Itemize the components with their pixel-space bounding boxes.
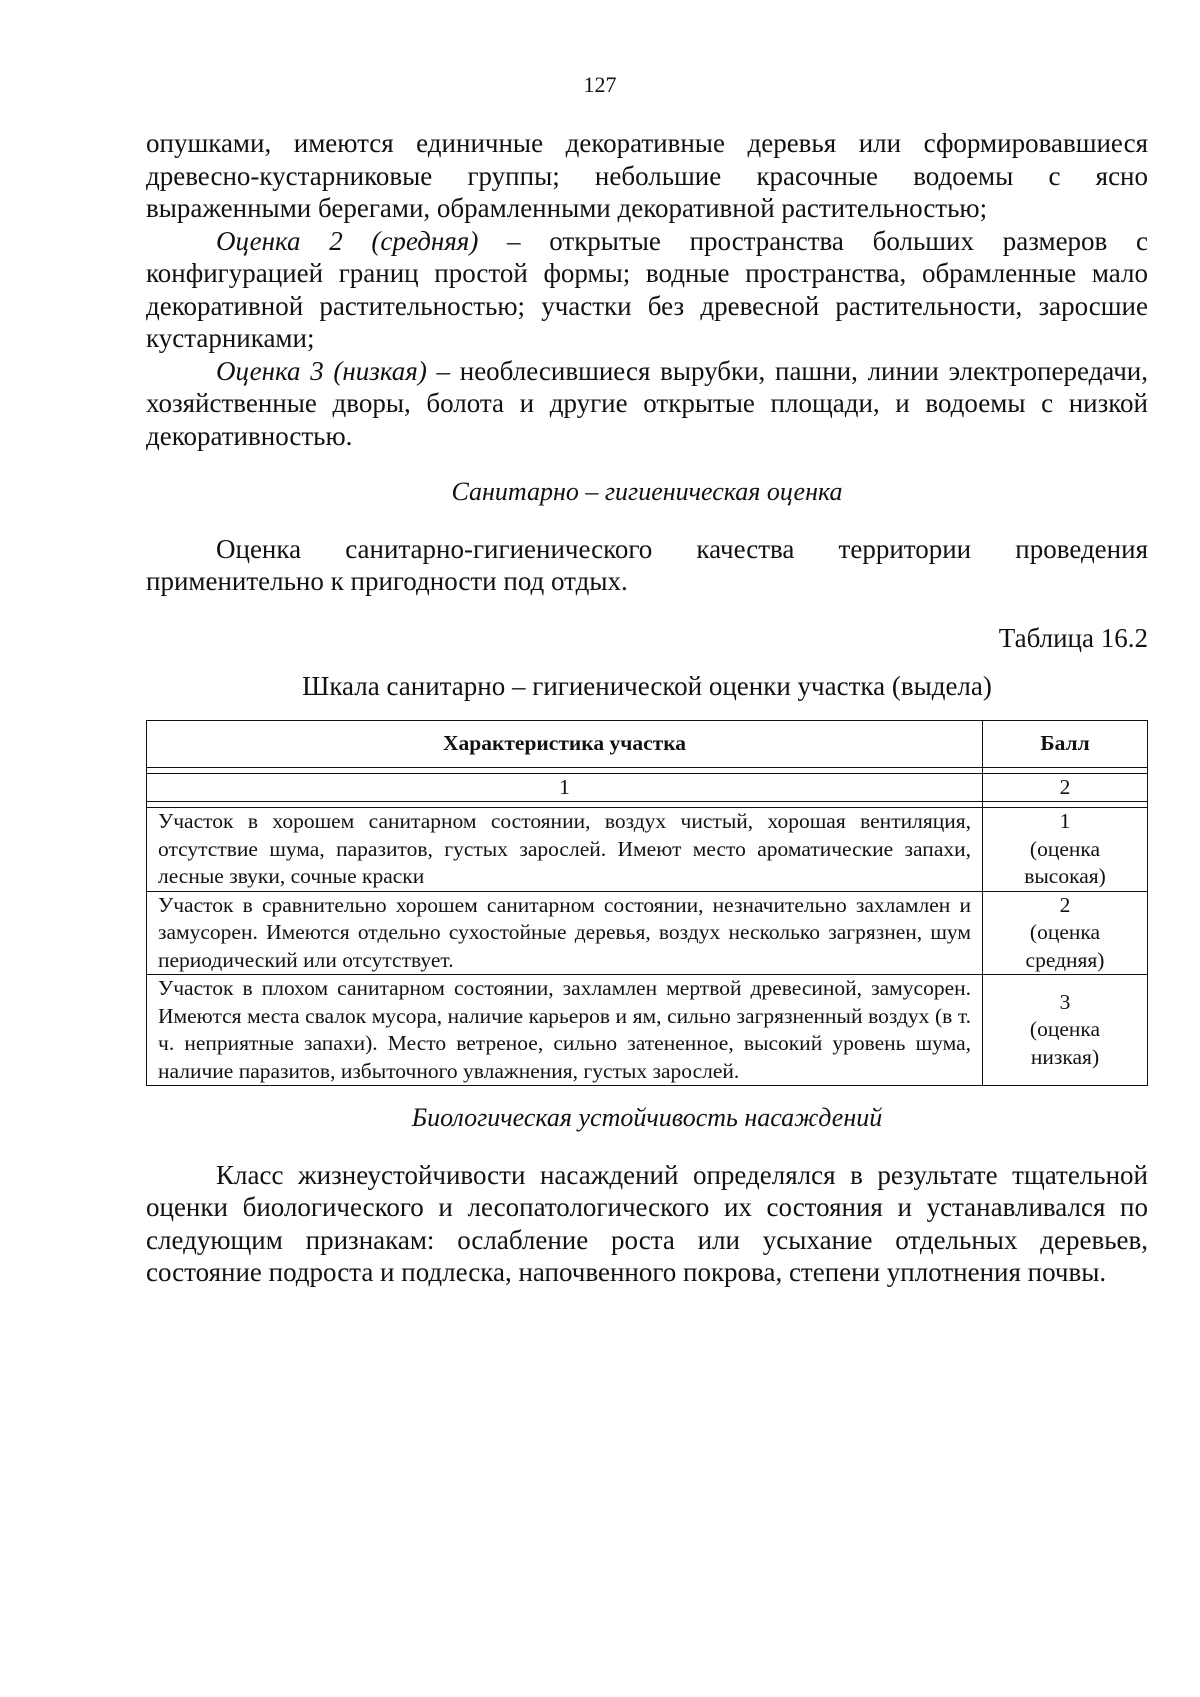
table-title: Шкала санитарно – гигиенической оценки участка (выдела) (302, 671, 992, 701)
sanitary-paragraph: Оценка санитарно-гигиенического качества территории проведения применительно к пригодности под отдых. (146, 533, 1148, 596)
column-number-1: 1 (147, 773, 983, 802)
header-score: Балл (983, 720, 1148, 767)
row-3-description: Участок в плохом санитарном состоянии, захламлен мертвой древесиной, замусорен. Имеются места свалок мусора, наличие карьеров и ям, сильно загрязненный воздух (в т. ч. неприятные запахи). Место ветреное, сильно затененное, высокий уровень шума, наличие паразитов, избыточного увлажнения, густых зарослей. (147, 975, 983, 1086)
row-3-score-cell (983, 975, 1148, 1086)
row-3-score: 3 (1059, 989, 1071, 1014)
rating-3-paragraph (146, 355, 1148, 453)
table-row (147, 975, 1148, 1086)
rating-2-paragraph (146, 225, 1148, 355)
column-number-2: 2 (983, 773, 1148, 802)
row-2-score-label: (оценка (1029, 920, 1101, 944)
row-1-score-grade: высокая) (1024, 864, 1106, 888)
sanitary-scale-table (146, 720, 1148, 1087)
row-2-description: Участок в сравнительно хорошем санитарном состоянии, незначительно захламлен и замусорен. Имеются отдельно сухостойные деревья, воздух несколько загрязнен, шум периодический или отсутствует. (147, 891, 983, 975)
row-3-score-label: (оценка (1029, 1017, 1101, 1042)
section-heading-sanitary: Санитарно – гигиеническая оценка (451, 477, 843, 506)
row-3-score-grade: низкая) (1030, 1044, 1100, 1069)
row-1-score-cell (983, 808, 1148, 892)
header-characteristic: Характеристика участка (147, 720, 983, 767)
page-number: 127 (583, 72, 617, 97)
row-1-score: 1 (1059, 809, 1071, 833)
table-row (147, 808, 1148, 892)
row-2-score: 2 (1059, 892, 1071, 917)
row-1-score-label: (оценка (1029, 836, 1101, 861)
row-1-description: Участок в хорошем санитарном состоянии, воздух чистый, хорошая вентиляция, отсутствие шума, паразитов, густых зарослей. Имеют место ароматические запахи, лесные звуки, сочные краски (147, 808, 983, 892)
rating-3-label: Оценка 3 (низкая) (216, 355, 427, 386)
rating-3-text: – необлесившиеся вырубки, пашни, линии электропередачи, хозяйственные дворы, болота и другие открытые площади, и водоемы с низкой декоративностью. (146, 355, 1148, 451)
column-number-row (147, 773, 1148, 802)
biological-paragraph: Класс жизнеустойчивости насаждений определялся в результате тщательной оценки биологического и лесопатологического их состояния и устанавливался по следующим признакам: ослабление роста или усыхание отдельных деревьев, состояние подроста и подлеска, напочвенного покрова, степени уплотнения почвы. (146, 1159, 1148, 1287)
rating-2-text: – открытые пространства больших размеров с конфигурацией границ простой формы; водные пространства, обрамленные мало декоративной растительностью; участки без древесной растительности, заросшие кустарниками; (146, 225, 1148, 353)
table-row (147, 891, 1148, 975)
row-2-score-cell (983, 891, 1148, 975)
rating-2-label: Оценка 2 (средняя) (216, 225, 479, 256)
intro-paragraph: опушками, имеются единичные декоративные деревья или сформировавшиеся древесно-кустарниковые группы; небольшие красочные водоемы с ясно выраженными берегами, обрамленными декоративной растительностью; (146, 128, 1148, 223)
page-content (146, 127, 1148, 1289)
table-header-row (147, 720, 1148, 767)
row-2-score-grade: средняя) (1025, 947, 1105, 972)
table-number: Таблица 16.2 (998, 622, 1148, 653)
section-heading-biological: Биологическая устойчивость насаждений (411, 1103, 883, 1132)
